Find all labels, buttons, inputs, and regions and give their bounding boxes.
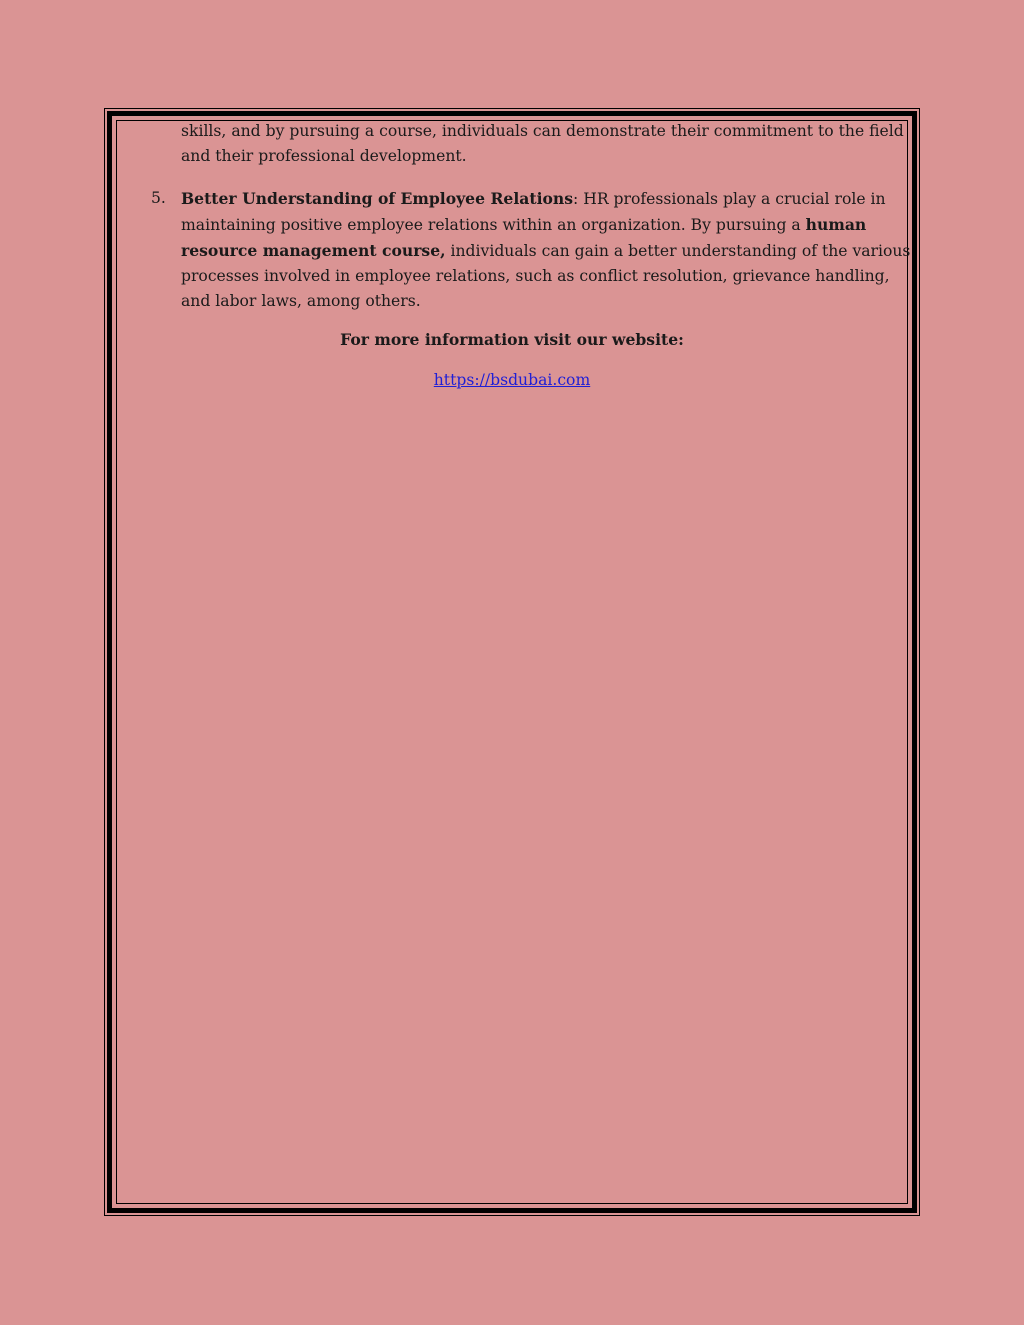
list-item-line-5: and labor laws, among others.: [181, 292, 421, 310]
list-item-line-3-bold: resource management course,: [181, 241, 446, 260]
list-item-number: 5.: [151, 189, 166, 207]
list-item-line-4: processes involved in employee relations, such as conflict resolution, grievance handling,: [181, 267, 890, 285]
cta-heading: [0, 327, 1024, 353]
list-item-line-1-text: : HR professionals play a crucial role in: [573, 190, 886, 208]
intro-line-2: and their professional development.: [181, 147, 467, 165]
intro-line-1: skills, and by pursuing a course, individuals can demonstrate their commitment to the field: [181, 122, 904, 140]
cta-heading-text: For more information visit our website:: [340, 330, 684, 349]
list-item-line-1: [181, 186, 910, 212]
list-item-5-paragraph: [181, 186, 910, 314]
list-item-line-2-bold: human: [805, 215, 867, 234]
list-item-line-2-text: maintaining positive employee relations within an organization. By pursuing a: [181, 216, 806, 234]
cta-link-row: [0, 368, 1024, 393]
list-item-line-3: [181, 238, 910, 264]
list-item-title: Better Understanding of Employee Relations: [181, 189, 574, 208]
intro-continuation-paragraph: [181, 119, 904, 169]
list-item-line-3-text: individuals can gain a better understanding of the various: [445, 242, 911, 260]
list-item-line-2: [181, 212, 910, 238]
website-link[interactable]: https://bsdubai.com: [433, 371, 591, 389]
